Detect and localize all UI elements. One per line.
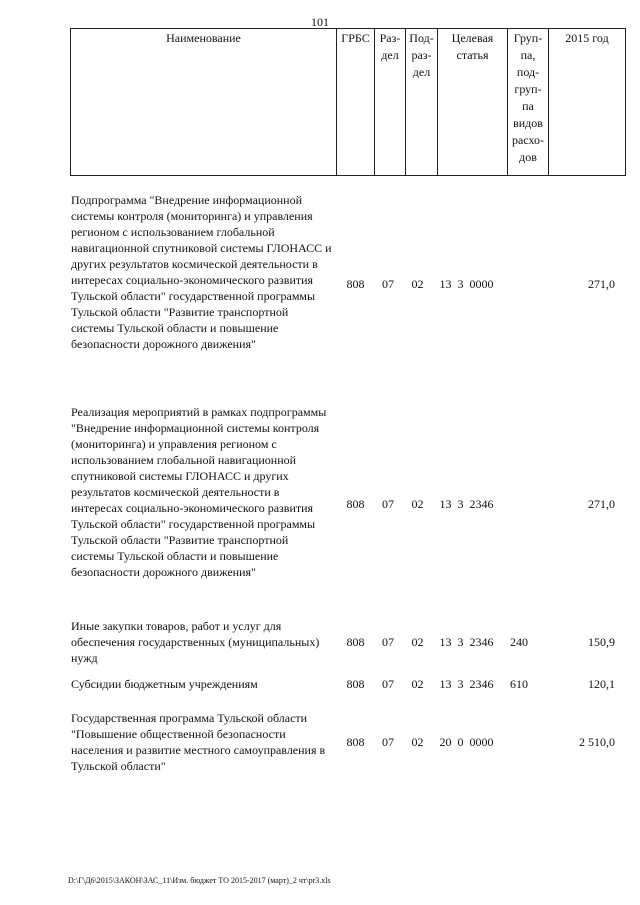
row-podrazdel: 02	[411, 735, 424, 749]
row-razdel: 07	[382, 277, 394, 291]
row-value: 271,0	[588, 277, 615, 291]
header-grbs: ГРБС	[337, 29, 375, 176]
row-grbs: 808	[346, 735, 365, 749]
header-razdel-text: Раз- дел	[379, 31, 401, 62]
header-podrazdel	[406, 29, 438, 176]
header-gruppa-text: Груп- па, под- груп- па видов расхо- дов	[511, 31, 545, 164]
header-razdel	[375, 29, 406, 176]
page-number: 101	[311, 15, 329, 29]
row-value: 150,9	[588, 635, 615, 649]
row-celevaya: 13 3 0000	[439, 277, 494, 291]
row-celevaya: 13 3 2346	[439, 677, 494, 691]
row-podrazdel: 02	[411, 277, 424, 291]
header-year: 2015 год	[549, 29, 626, 176]
row-celevaya: 20 0 0000	[439, 735, 494, 749]
header-celevaya-text: Целевая статья	[451, 31, 494, 62]
header-celevaya	[438, 29, 508, 176]
row-name: Субсидии бюджетным учреждениям	[71, 677, 258, 691]
file-path-footer: D:\Г\Д6\2015\ЗАКОН\ЗАС_11\Изм. бюджет ТО 2015-2017 (март)_2 чт\pr3.xls	[68, 876, 331, 885]
row-value: 271,0	[588, 497, 615, 511]
row-value: 2 510,0	[579, 735, 615, 749]
row-value: 120,1	[588, 677, 615, 691]
row-celevaya: 13 3 2346	[439, 497, 494, 511]
header-row	[71, 29, 626, 176]
row-podrazdel: 02	[411, 497, 424, 511]
row-grbs: 808	[346, 677, 365, 691]
row-razdel: 07	[382, 735, 394, 749]
row-name: Государственная программа Тульской области "Повышение общественной безопасности населения и развитие местного самоуправления в Тульской области"	[71, 711, 326, 773]
row-razdel: 07	[382, 677, 394, 691]
row-razdel: 07	[382, 635, 394, 649]
row-podrazdel: 02	[411, 677, 424, 691]
row-celevaya: 13 3 2346	[439, 635, 494, 649]
row-grbs: 808	[346, 635, 365, 649]
row-gruppa: 610	[510, 677, 528, 691]
row-name: Подпрограмма "Внедрение информационной системы контроля (мониторинга) и управления регионом с использованием глобальной навигационной спутниковой системы ГЛОНАСС и других результатов космической деятельности в интересах социально-экономического развития Тульской области" государственной программы Тульской области "Развитие транспортной системы Тульской области и повышение безопасности дорожного движения"	[71, 193, 332, 351]
header-podrazdel-text: Под- раз- дел	[409, 31, 434, 79]
header-name: Наименование	[71, 29, 337, 176]
row-podrazdel: 02	[411, 635, 424, 649]
row-name: Иные закупки товаров, работ и услуг для обеспечения государственных (муниципальных) нужд	[71, 619, 320, 665]
row-grbs: 808	[346, 497, 365, 511]
row-gruppa: 240	[510, 635, 528, 649]
table-header	[70, 28, 626, 176]
header-gruppa	[508, 29, 549, 176]
row-grbs: 808	[346, 277, 365, 291]
row-name: Реализация мероприятий в рамках подпрограммы "Внедрение информационной системы контроля (мониторинга) и управления регионом с использованием глобальной навигационной спутниковой системы ГЛОНАСС и других результатов космической деятельности в интересах социально-экономического развития Тульской области" государственной программы Тульской области "Развитие транспортной системы Тульской области и повышение безопасности дорожного движения"	[71, 405, 327, 579]
row-razdel: 07	[382, 497, 394, 511]
